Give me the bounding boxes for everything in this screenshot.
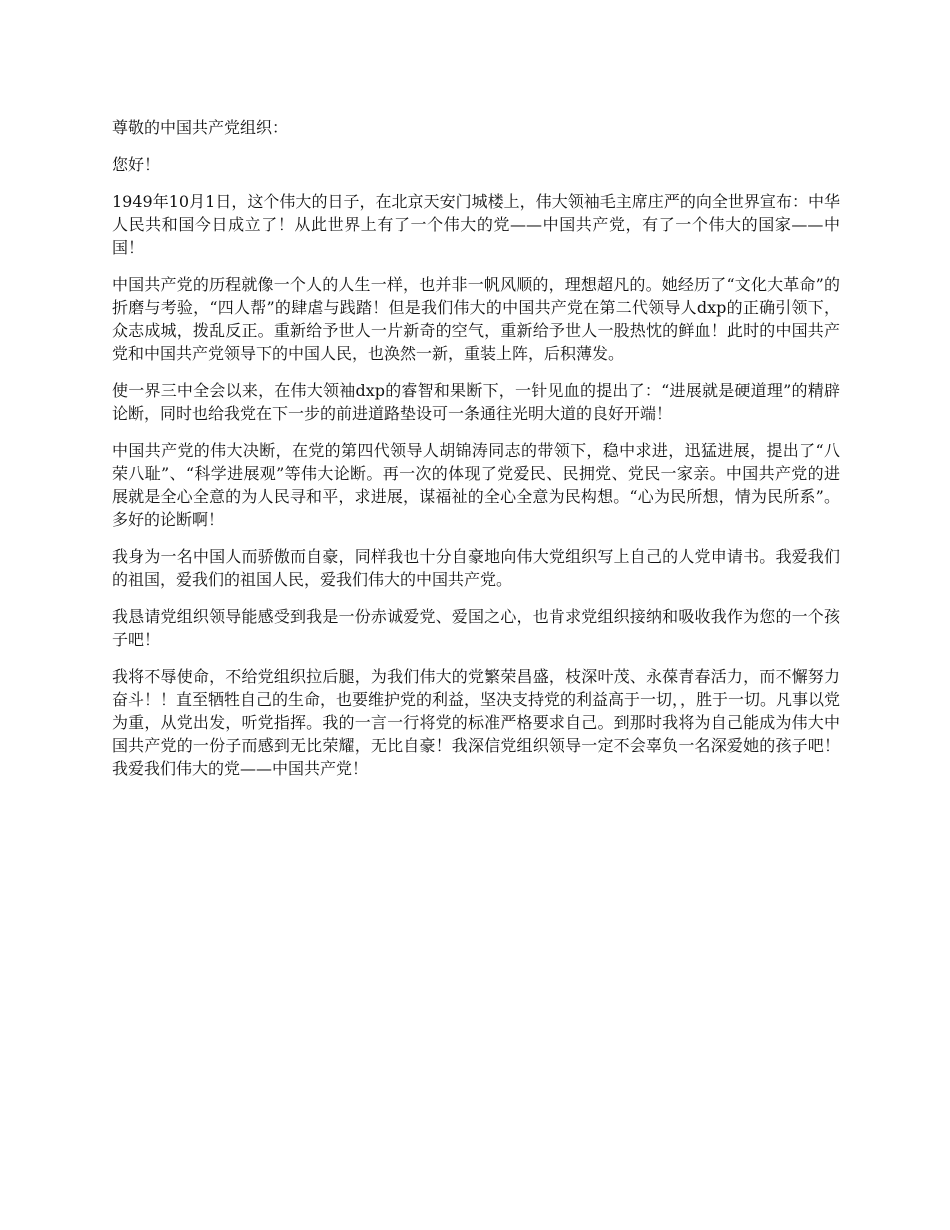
paragraph-pride: 我身为一名中国人而骄傲而自豪，同样我也十分自豪地向伟大党组织写上自己的人党申请书。我爱我们的祖国，爱我们的祖国人民，爱我们伟大的中国共产党。 — [112, 547, 840, 589]
paragraph-pledge: 我将不辱使命，不给党组织拉后腿，为我们伟大的党繁荣昌盛，枝深叶茂、永葆青春活力，而不懈努力奋斗！！直至牺牲自己的生命，也要维护党的利益，坚决支持党的利益高于一切，，胜于一切。凡事以党为重，从党出发，听党指挥。我的一言一行将党的标准严格要求自己。到那时我将为自己能成为伟大中国共产党的一份子而感到无比荣耀，无比自豪！我深信党组织领导一定不会辜负一名深爱她的孩子吧！我爱我们伟大的党——中国共产党！ — [112, 667, 841, 778]
greeting: 您好！ — [112, 155, 161, 174]
paragraph-founding: 1949年10月1日，这个伟大的日子，在北京天安门城楼上，伟大领袖毛主席庄严的向全世界宣布：中华人民共和国今日成立了！从此世界上有了一个伟大的党——中国共产党，有了一个伟大的国家——中国！ — [112, 192, 840, 257]
document-body — [112, 116, 840, 794]
paragraph-history: 中国共产党的历程就像一个人的人生一样，也并非一帆风顺的，理想超凡的。她经历了“文化大革命”的折磨与考验，“四人帮”的肆虐与践踏！但是我们伟大的中国共产党在第二代领导人dxp的正确引领下，众志成城，拨乱反正。重新给予世人一片新奇的空气，重新给予世人一股热忱的鲜血！此时的中国共产党和中国共产党领导下的中国人民，也涣然一新，重装上阵，后积薄发。 — [112, 275, 840, 363]
paragraph-development: 中国共产党的伟大决断，在党的第四代领导人胡锦涛同志的带领下，稳中求进，迅猛进展，提出了“八荣八耻”、“科学进展观”等伟大论断。再一次的体现了党爱民、民拥党、党民一家亲。中国共产党的进展就是全心全意的为人民寻和平，求进展，谋福祉的全心全意为民构想。“心为民所想，情为民所系”。多好的论断啊！ — [112, 441, 840, 529]
paragraph-request: 我恳请党组织领导能感受到我是一份赤诚爱党、爱国之心，也肯求党组织接纳和吸收我作为您的一个孩子吧！ — [112, 607, 840, 649]
salutation: 尊敬的中国共产党组织： — [112, 118, 289, 137]
paragraph-reform: 使一界三中全会以来，在伟大领袖dxp的睿智和果断下，一针见血的提出了：“进展就是硬道理”的精辟论断，同时也给我党在下一步的前进道路垫设可一条通往光明大道的良好开端！ — [112, 381, 840, 423]
